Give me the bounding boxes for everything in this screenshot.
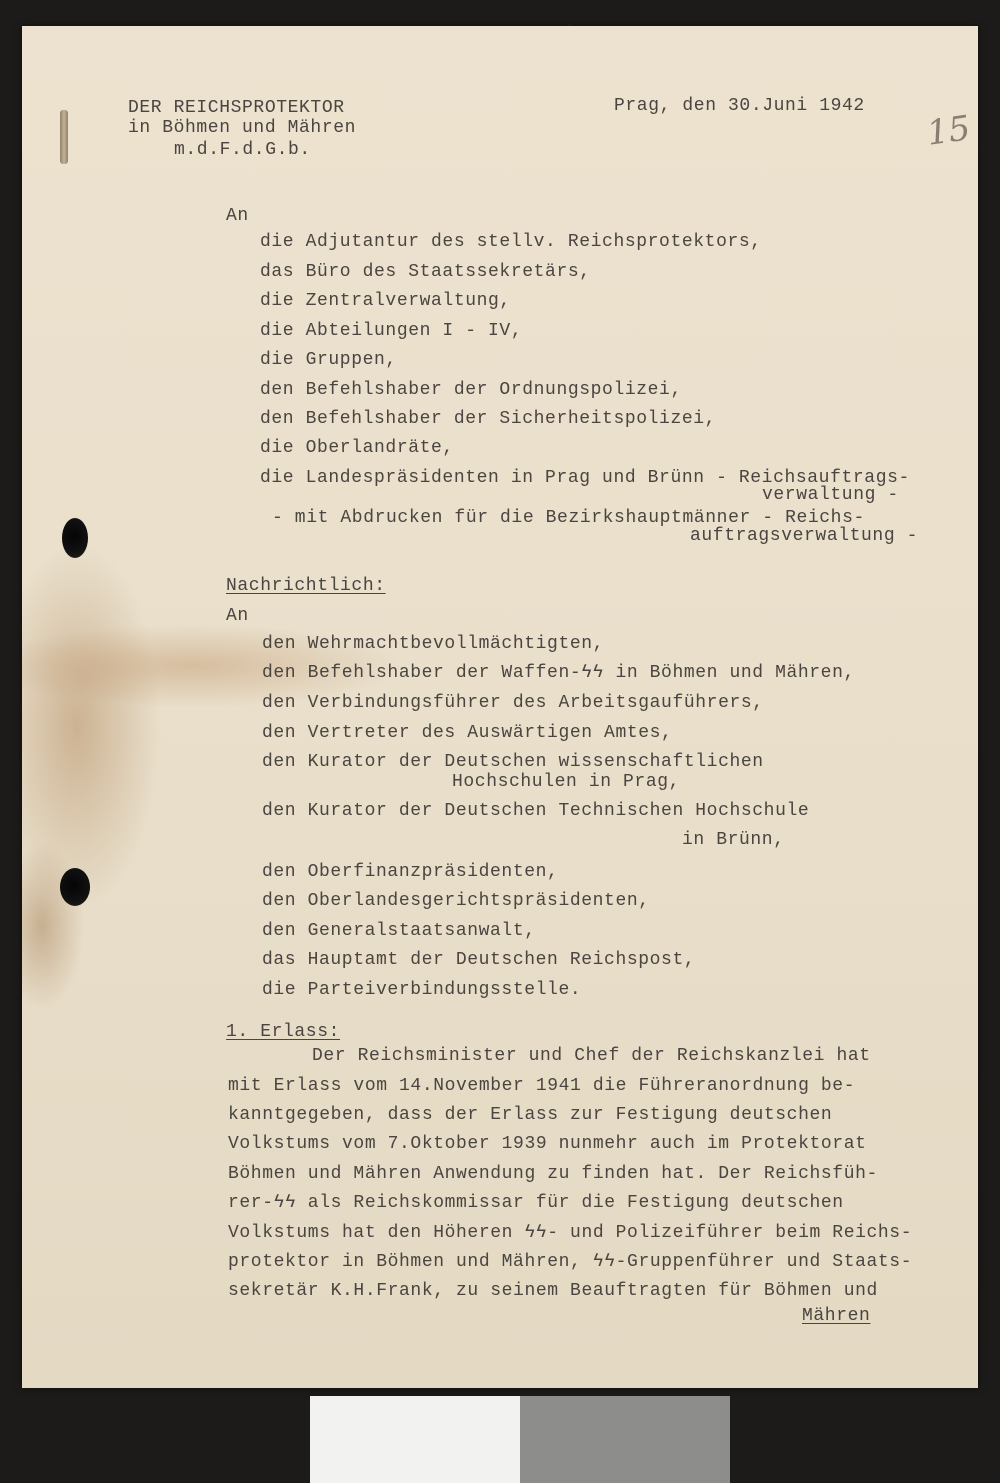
addressee-line: den Befehlshaber der Sicherheitspolizei, xyxy=(260,409,717,429)
copy-recipient-line: in Brünn, xyxy=(682,830,785,850)
punch-hole xyxy=(62,518,88,558)
sender-line: in Böhmen und Mähren xyxy=(128,118,357,138)
copy-recipient-line: das Hauptamt der Deutschen Reichspost, xyxy=(262,950,696,970)
copy-recipient-line: den Befehlshaber der Waffen-ϟϟ in Böhmen und Mähren, xyxy=(262,663,855,683)
copy-recipient-line: den Vertreter des Auswärtigen Amtes, xyxy=(262,723,673,743)
body-line: kanntgegeben, dass der Erlass zur Festigung deutschen xyxy=(228,1105,833,1125)
salutation: An xyxy=(226,606,249,626)
copy-recipient-line: den Wehrmachtbevollmächtigten, xyxy=(262,634,605,654)
place-date: Prag, den 30.Juni 1942 xyxy=(614,96,865,116)
document-page xyxy=(22,26,978,1388)
copy-recipient-line: Hochschulen in Prag, xyxy=(452,772,681,792)
body-line: Mähren xyxy=(802,1306,871,1326)
sender-line: m.d.F.d.G.b. xyxy=(174,140,311,160)
calibration-strip-gray xyxy=(520,1396,730,1483)
copy-recipient-line: den Verbindungsführer des Arbeitsgauführers, xyxy=(262,693,764,713)
addressee-line: die Gruppen, xyxy=(260,350,397,370)
copy-recipient-line: den Oberfinanzpräsidenten, xyxy=(262,862,559,882)
addressee-line: - mit Abdrucken für die Bezirkshauptmänner - Reichs- xyxy=(272,508,865,528)
copy-recipient-line: den Kurator der Deutschen Technischen Hochschule xyxy=(262,801,810,821)
copy-recipient-line: den Oberlandesgerichtspräsidenten, xyxy=(262,891,650,911)
copy-recipient-line: die Parteiverbindungsstelle. xyxy=(262,980,582,1000)
section-heading: Nachrichtlich: xyxy=(226,576,386,596)
binding-mark xyxy=(60,110,68,164)
body-line: sekretär K.H.Frank, zu seinem Beauftragten für Böhmen und xyxy=(228,1281,878,1301)
addressee-line: die Oberlandräte, xyxy=(260,438,454,458)
section-heading: 1. Erlass: xyxy=(226,1022,341,1042)
addressee-line: die Landespräsidenten in Prag und Brünn - Reichsauftrags- xyxy=(260,468,910,488)
page-number: 15 xyxy=(924,108,973,154)
copy-recipient-line: den Kurator der Deutschen wissenschaftlichen xyxy=(262,752,764,772)
body-line: protektor in Böhmen und Mähren, ϟϟ-Gruppenführer und Staats- xyxy=(228,1252,913,1272)
body-line: Volkstums hat den Höheren ϟϟ- und Polizeiführer beim Reichs- xyxy=(228,1223,913,1243)
addressee-line: die Abteilungen I - IV, xyxy=(260,321,523,341)
body-line: rer-ϟϟ als Reichskommissar für die Festigung deutschen xyxy=(228,1193,844,1213)
copy-recipient-line: den Generalstaatsanwalt, xyxy=(262,921,536,941)
addressee-line: die Zentralverwaltung, xyxy=(260,291,511,311)
body-line: Böhmen und Mähren Anwendung zu finden hat. Der Reichsfüh- xyxy=(228,1164,878,1184)
addressee-line: auftragsverwaltung - xyxy=(690,526,919,546)
punch-hole xyxy=(60,868,90,906)
sender-line: DER REICHSPROTEKTOR xyxy=(128,98,345,118)
addressee-line: die Adjutantur des stellv. Reichsprotektors, xyxy=(260,232,762,252)
addressee-line: das Büro des Staatssekretärs, xyxy=(260,262,591,282)
body-line: Volkstums vom 7.Oktober 1939 nunmehr auch im Protektorat xyxy=(228,1134,867,1154)
calibration-strip-white xyxy=(310,1396,520,1483)
addressee-line: verwaltung - xyxy=(762,485,899,505)
body-line: mit Erlass vom 14.November 1941 die Führeranordnung be- xyxy=(228,1076,856,1096)
addressee-line: den Befehlshaber der Ordnungspolizei, xyxy=(260,380,682,400)
body-line: Der Reichsminister und Chef der Reichskanzlei hat xyxy=(312,1046,871,1066)
salutation: An xyxy=(226,206,249,226)
